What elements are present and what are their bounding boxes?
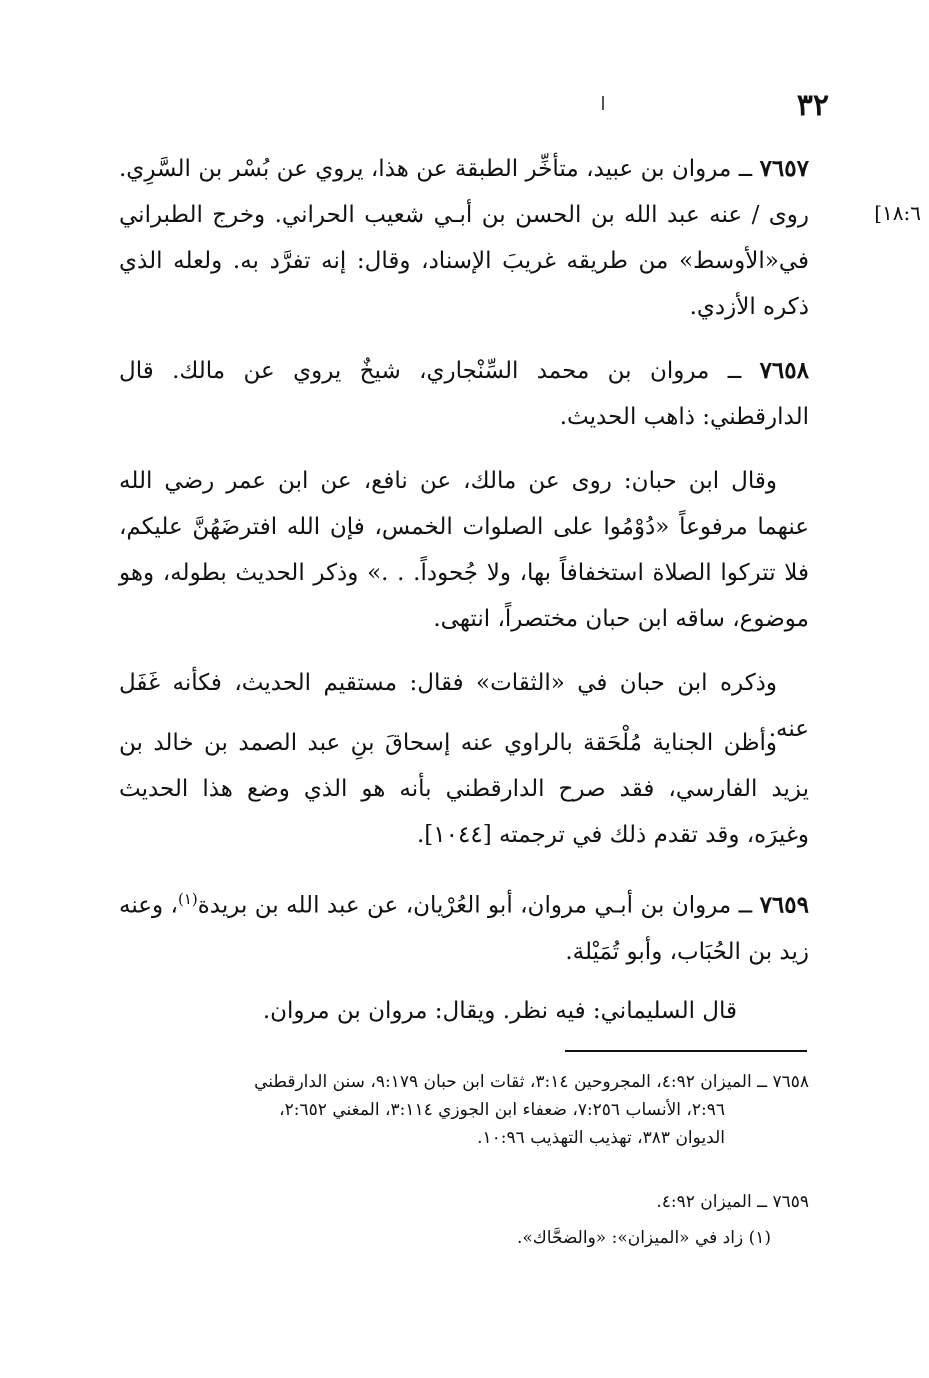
entry-text: ــ مروان بن محمد السِّنْجاري، شيخٌ يروي عن مالك. قال الدارقطني: ذاهب الحديث. — [119, 358, 809, 430]
footnote-line: ٢:٩٦، الأنساب ٧:٢٥٦، ضعفاء ابن الجوزي ٣:١١٤، المغني ٢:٦٥٢، — [279, 1100, 725, 1120]
page-mark — [602, 96, 604, 110]
entry-7658 — [119, 348, 809, 440]
paragraph-text: وأظن الجناية مُلْحَقة بالراوي عنه إسحاقَ بنِ عبد الصمد بن خالد بن يزيد الفارسي، فقد صرح الدارقطني بأنه هو الذي وضع هذا الحديث وغيرَه، وقد تقدم ذلك في ترجمته [١٠٤٤]. — [119, 730, 809, 848]
paragraph-sulaymani — [119, 988, 809, 1034]
footnote-marker: (١) — [177, 890, 198, 908]
paragraph-jinaya — [119, 720, 809, 858]
paragraph-text: وقال ابن حبان: روى عن مالك، عن نافع، عن ابن عمر رضي الله عنهما مرفوعاً «دُوْمُوا على الصلوات الخمس، فإن الله افترضَهُنَّ عليكم، فلا تتركوا الصلاة استخفافاً بها، ولا جُحوداً. . .» وذكر الحديث بطوله، وهو موضوع، ساقه ابن حبان مختصراً، انتهى. — [119, 468, 809, 632]
footnote-7659 — [109, 1188, 809, 1216]
paragraph-ibn-hibban — [119, 458, 809, 642]
footnote-line: (١) زاد في «الميزان»: «والضحَّاك». — [516, 1228, 771, 1248]
entry-number: ٧٦٥٧ — [759, 155, 809, 182]
entry-7657 — [119, 146, 809, 330]
entry-number: ٧٦٥٩ — [759, 891, 809, 919]
footnote-7658 — [109, 1068, 809, 1152]
entry-number: ٧٦٥٨ — [759, 357, 809, 384]
paragraph-text: وذكره ابن حبان في «الثقات» فقال: مستقيم الحديث، فكأنه غَفَل عنه. — [119, 670, 809, 742]
footnote-line: ٧٦٥٨ ــ الميزان ٤:٩٢، المجروحين ٣:١٤، ثقات ابن حبان ٩:١٧٩، سنن الدارقطني — [254, 1072, 809, 1092]
entry-text-continued: ، وعنه زيد بن الحُبَاب، وأبو تُمَيْلة. — [119, 892, 809, 965]
paragraph-text: قال السليماني: فيه نظر. ويقال: مروان بن مروان. — [262, 998, 737, 1024]
footnote-line: الديوان ٣٨٣، تهذيب التهذيب ١٠:٩٦. — [477, 1128, 725, 1148]
entry-7659 — [119, 876, 809, 975]
footnote-note-1 — [109, 1224, 809, 1252]
page-number: ٣٢ — [796, 88, 829, 123]
entry-text: ــ مروان بن عبيد، متأخِّر الطبقة عن هذا، يروي عن بُسْر بن السَّرِي. روى / عنه عبد الله بن الحسن بن أبـي شعيب الحراني. وخرج الطبراني في«الأوسط» من طريقه غريبَ الإسناد، وقال: إنه تفرَّد به. ولعله الذي ذكره الأزدي. — [119, 156, 809, 320]
footnote-separator — [565, 1050, 807, 1052]
margin-reference: [١٨:٦ — [874, 201, 921, 225]
entry-text: ــ مروان بن أبـي مروان، أبو العُرْيان، عن عبد الله بن بريدة — [197, 892, 760, 919]
footnote-line: ٧٦٥٩ ــ الميزان ٤:٩٢. — [656, 1192, 809, 1212]
